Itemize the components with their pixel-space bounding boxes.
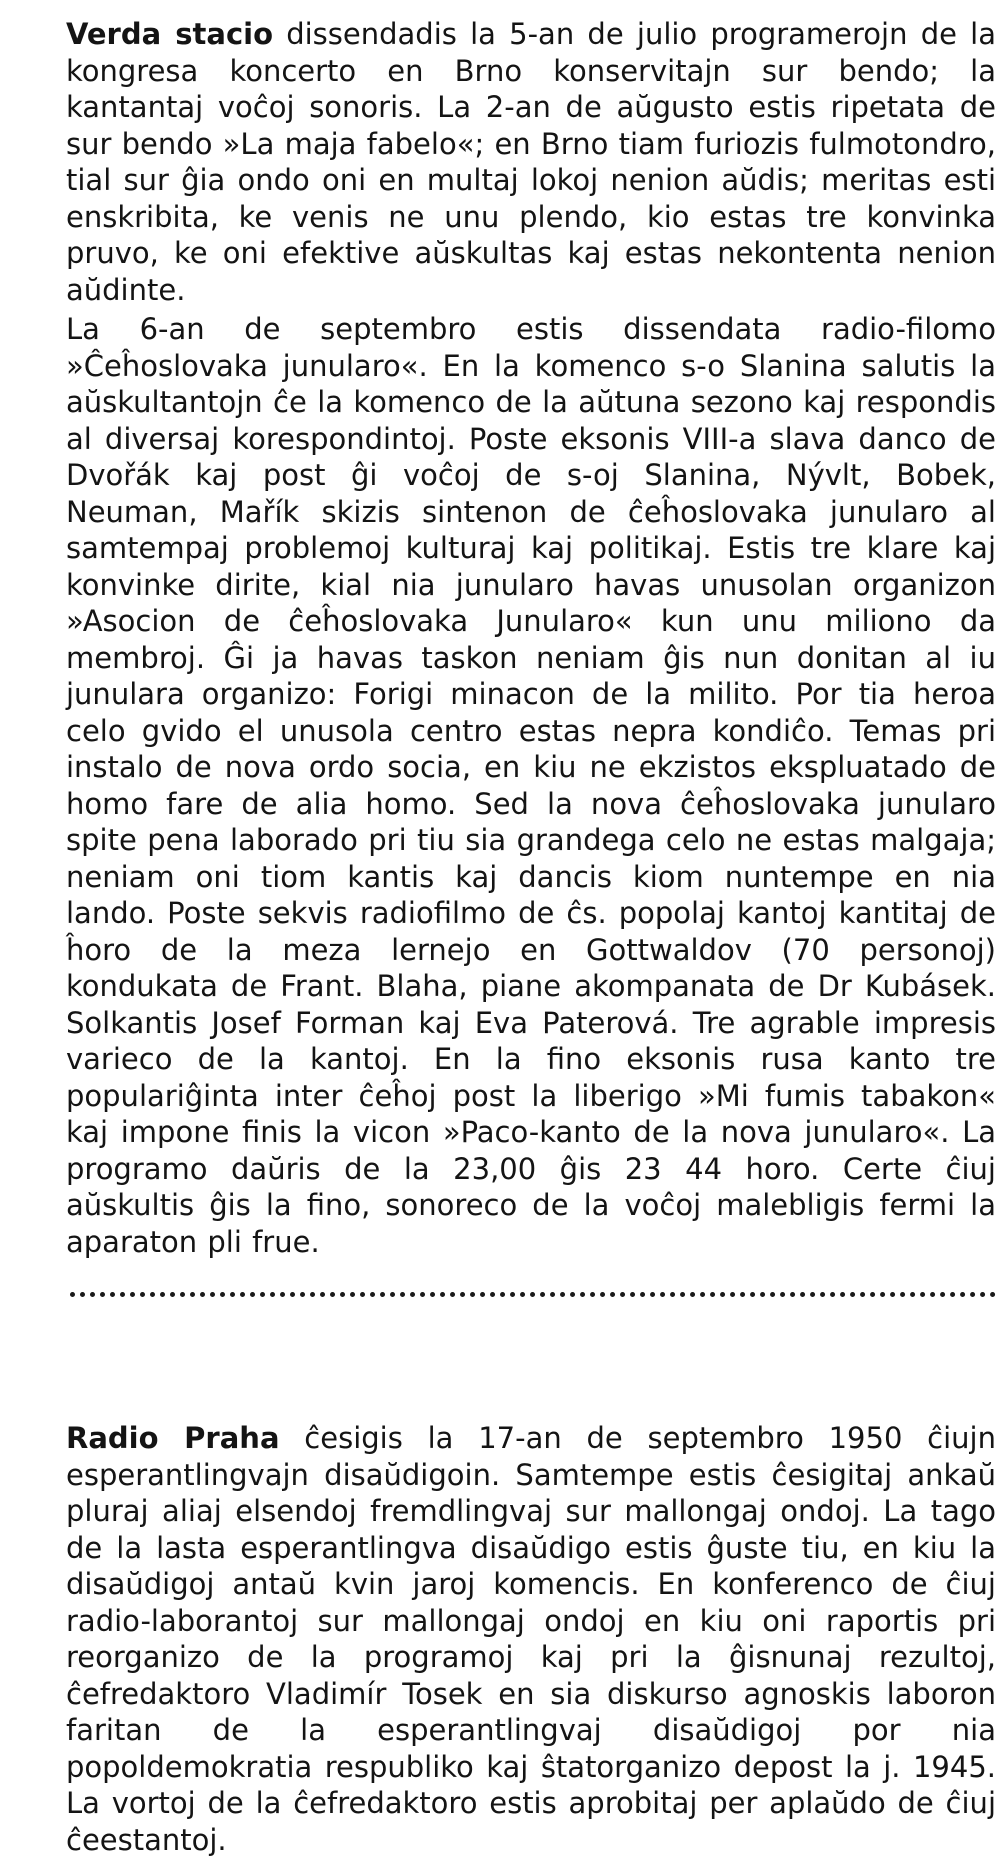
- dotted-separator: [70, 1292, 996, 1297]
- lead-radio-praha: Radio Praha: [66, 1421, 280, 1455]
- article-section-radio-reports: [66, 16, 996, 1260]
- paragraph-text: ĉesigis la 17-an de septembro 1950 ĉiujn esperantlingvajn disaŭdigoin. Samtempe estis ĉesigitaj ankaŭ pluraj aliaj elsendoj fremdlingvaj sur mallongaj ondoj. La tago de la lasta esperantlingva disaŭdigo estis ĝuste tiu, en kiu la disaŭdigoj antaŭ kvin jaroj komencis. En konferenco de ĉiuj radio-laborantoj sur mallongaj ondoj en kiu oni raportis pri reorganizo de la programoj kaj pri la ĝisnunaj rezultoj, ĉefredaktoro Vladimír Tosek en sia diskurso agnoskis laboron faritan de la esperantlingvaj disaŭdigoj por nia popoldemokratia respubliko kaj ŝtatorganizo depost la j. 1945. La vortoj de la ĉefredaktoro estis aprobitaj per aplaŭdo de ĉiuj ĉeestantoj.: [66, 1421, 996, 1857]
- paragraph-radio-filmo: [66, 311, 996, 1260]
- paragraph-text: dissendadis la 5-an de julio programerojn de la kongresa koncerto en Brno konservitajn sur bendo; la kantantaj voĉoj sonoris. La 2-an de aŭgusto estis ripetata de sur bendo »La maja fabelo«; en Brno tiam furiozis fulmotondro, tial sur ĝia ondo oni en multaj lokoj nenion aŭdis; meritas esti enskribita, ke venis ne unu plendo, kio estas tre konvinka pruvo, ke oni efektive aŭskultas kaj estas nekontenta nenion aŭdinte.: [66, 17, 997, 307]
- paragraph-verda-stacio: [66, 16, 996, 308]
- paragraph-text: La 6-an de septembro estis dissendata radio-filomo »Ĉeĥoslovaka junularo«. En la komenco s-o Slanina salutis la aŭskultantojn ĉe la komenco de la aŭtuna sezono kaj respondis al diversaj korespondintoj. Poste eksonis VIII-a slava danco de Dvořák kaj post ĝi voĉoj de s-oj Slanina, Nývlt, Bobek, Neuman, Mařík skizis sintenon de ĉeĥoslovaka junularo al samtempaj problemoj kulturaj kaj politikaj. Estis tre klare kaj konvinke dirite, kial nia junularo havas unusolan organizon »Asocion de ĉeĥoslovaka Junularo« kun unu miliono da membroj. Ĝi ja havas taskon neniam ĝis nun donitan al iu junulara organizo: Forigi minacon de la milito. Por tia heroa celo gvido el unusola centro estas nepra kondiĉo. Temas pri instalo de nova ordo socia, en kiu ne ekzistos ekspluatado de homo fare de alia homo. Sed la nova ĉeĥoslovaka junularo spite pena laborado pri tiu sia grandega celo ne estas malgaja; neniam oni tiom kantis kaj dancis kiom nuntempe en nia lando. Poste sekvis radiofilmo de ĉs. popolaj kantoj kantitaj de ĥoro de la meza lernejo en Gottwaldov (70 personoj) kondukata de Frant. Blaha, piane akompanata de Dr Kubásek. Solkantis Josef Forman kaj Eva Paterová. Tre agrable impresis varieco de la kantoj. En la fino eksonis rusa kanto tre populariĝinta inter ĉeĥoj post la liberigo »Mi fumis tabakon« kaj impone finis la vicon »Paco-kanto de la nova junularo«. La programo daŭris de la 23,00 ĝis 23 44 horo. Certe ĉiuj aŭskultis ĝis la fino, sonoreco de la voĉoj malebligis fermi la aparaton pli frue.: [66, 312, 996, 1259]
- paragraph-radio-praha: [66, 1420, 996, 1858]
- lead-verda-stacio: Verda stacio: [66, 17, 273, 51]
- article-section-radio-praha: [66, 1420, 996, 1858]
